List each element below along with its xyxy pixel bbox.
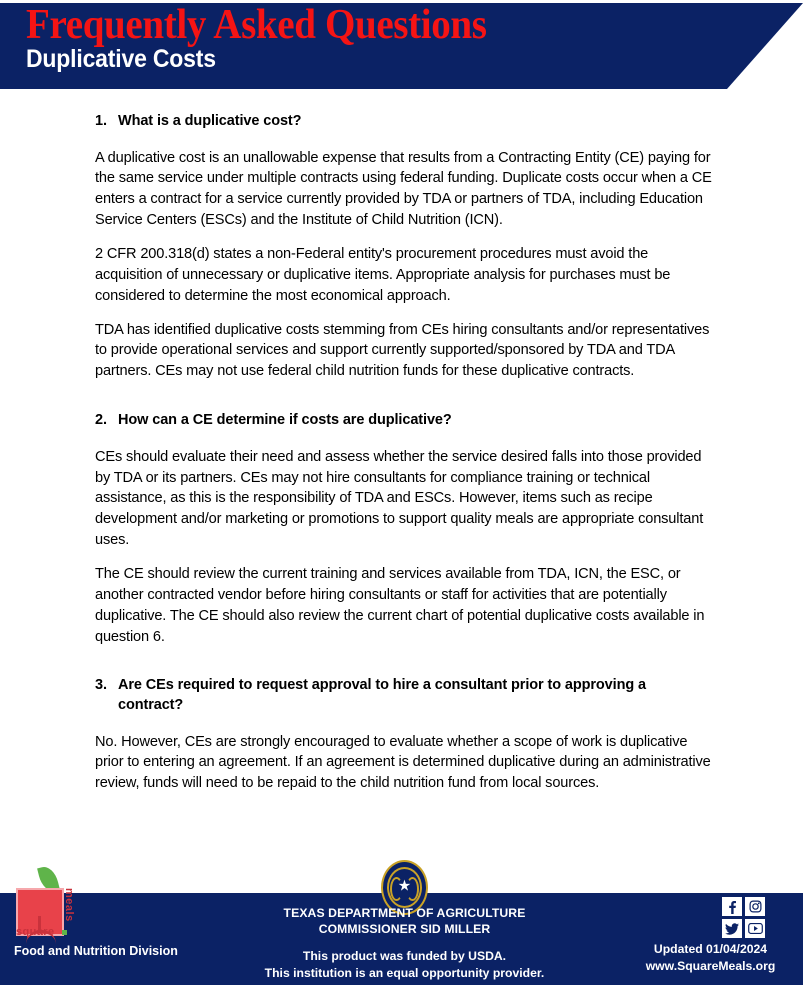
- faq-question-number: 3.: [95, 677, 107, 694]
- faq-answer-paragraph: CEs should evaluate their need and assess whether the service desired falls into those provided by TDA or its partners. CEs may not hire consultants for compliance training or technical assistance, as this is the responsibility of TDA and ESCs. However, items such as recipe development and/or marketing or promotions to support quality meals are appropriate consultant uses.: [95, 448, 704, 549]
- usda-funding-note: [202, 948, 607, 980]
- page-title: Frequently Asked Questions: [26, 2, 487, 48]
- faq-question: [95, 676, 713, 715]
- squaremeals-logo: [14, 866, 189, 958]
- page-header-banner: [0, 3, 803, 89]
- faq-item: [95, 112, 713, 382]
- page-subtitle: Duplicative Costs: [26, 45, 216, 73]
- page-footer: [0, 877, 803, 985]
- faq-answer-paragraph: A duplicative cost is an unallowable expense that results from a Contracting Entity (CE) paying for the same service under multiple contracts using federal funding. Duplicate costs occur when a CE enters a contract for a service currently provided by TDA or partners of TDA, including Education Service Centers (ESCs) and the Institute of Child Nutrition (ICN).: [95, 149, 712, 229]
- faq-question-text: Are CEs required to request approval to hire a consultant prior to approving a contract?: [118, 677, 646, 714]
- faq-answer-paragraph: 2 CFR 200.318(d) states a non-Federal entity's procurement procedures must avoid the acquisition of unnecessary or duplicative items. Appropriate analysis for purchases must be considered to determine the most economical approach.: [95, 246, 671, 304]
- division-label: Food and Nutrition Division: [14, 944, 178, 958]
- footer-update-info: [628, 941, 793, 974]
- faq-question-number: 2.: [95, 412, 107, 429]
- faq-content: [95, 112, 713, 807]
- logo-dot-icon: [62, 930, 67, 935]
- faq-answer-paragraph: No. However, CEs are strongly encouraged to evaluate whether a scope of work is duplicative prior to entering an agreement. If an agreement is determined duplicative during an administrative review, funds will need to be repaid to the child nutrition fund from local sources.: [95, 733, 711, 792]
- seal-star-icon: ★: [397, 877, 412, 895]
- facebook-icon[interactable]: [722, 897, 742, 916]
- apple-logo-icon: [14, 866, 86, 938]
- instagram-icon[interactable]: [745, 897, 765, 916]
- faq-question: [95, 112, 713, 132]
- faq-question-text: What is a duplicative cost?: [118, 113, 302, 129]
- logo-word-square: square: [16, 926, 55, 938]
- section-spacer: [95, 660, 713, 676]
- faq-item: [95, 676, 713, 794]
- footer-agency-info: [202, 905, 607, 981]
- faq-answer-paragraph: The CE should review the current training and services available from TDA, ICN, the ESC, or another contracted vendor before hiring consultants or staff for activities that are potentially duplicative. The CE should also review the current chart of potential duplicative costs available in question 6.: [95, 566, 705, 645]
- youtube-icon[interactable]: [745, 919, 765, 938]
- agency-name: TEXAS DEPARTMENT OF AGRICULTURE: [283, 906, 526, 920]
- updated-date: Updated 01/04/2024: [653, 942, 768, 956]
- twitter-icon[interactable]: [722, 919, 742, 938]
- faq-question-text: How can a CE determine if costs are duplicative?: [118, 412, 452, 429]
- faq-answer-paragraph: TDA has identified duplicative costs stemming from CEs hiring consultants and/or representatives to provide operational services and support currently supported/sponsored by TDA and TDA partners. CEs may not use federal child nutrition funds for these duplicative contracts.: [95, 321, 710, 380]
- faq-question: [95, 411, 713, 431]
- section-spacer: [95, 395, 713, 411]
- footer-bottom-strip: [0, 985, 803, 992]
- faq-item: [95, 411, 713, 647]
- commissioner-name: COMMISSIONER SID MILLER: [318, 922, 491, 937]
- website-url[interactable]: www.SquareMeals.org: [645, 958, 776, 973]
- social-media-links: [722, 897, 765, 938]
- logo-word-meals: meals: [63, 888, 75, 922]
- faq-question-number: 1.: [95, 113, 107, 129]
- usda-funding-line-1: This product was funded by USDA.: [302, 949, 507, 964]
- equal-opportunity-line: This institution is an equal opportunity provider.: [264, 965, 545, 980]
